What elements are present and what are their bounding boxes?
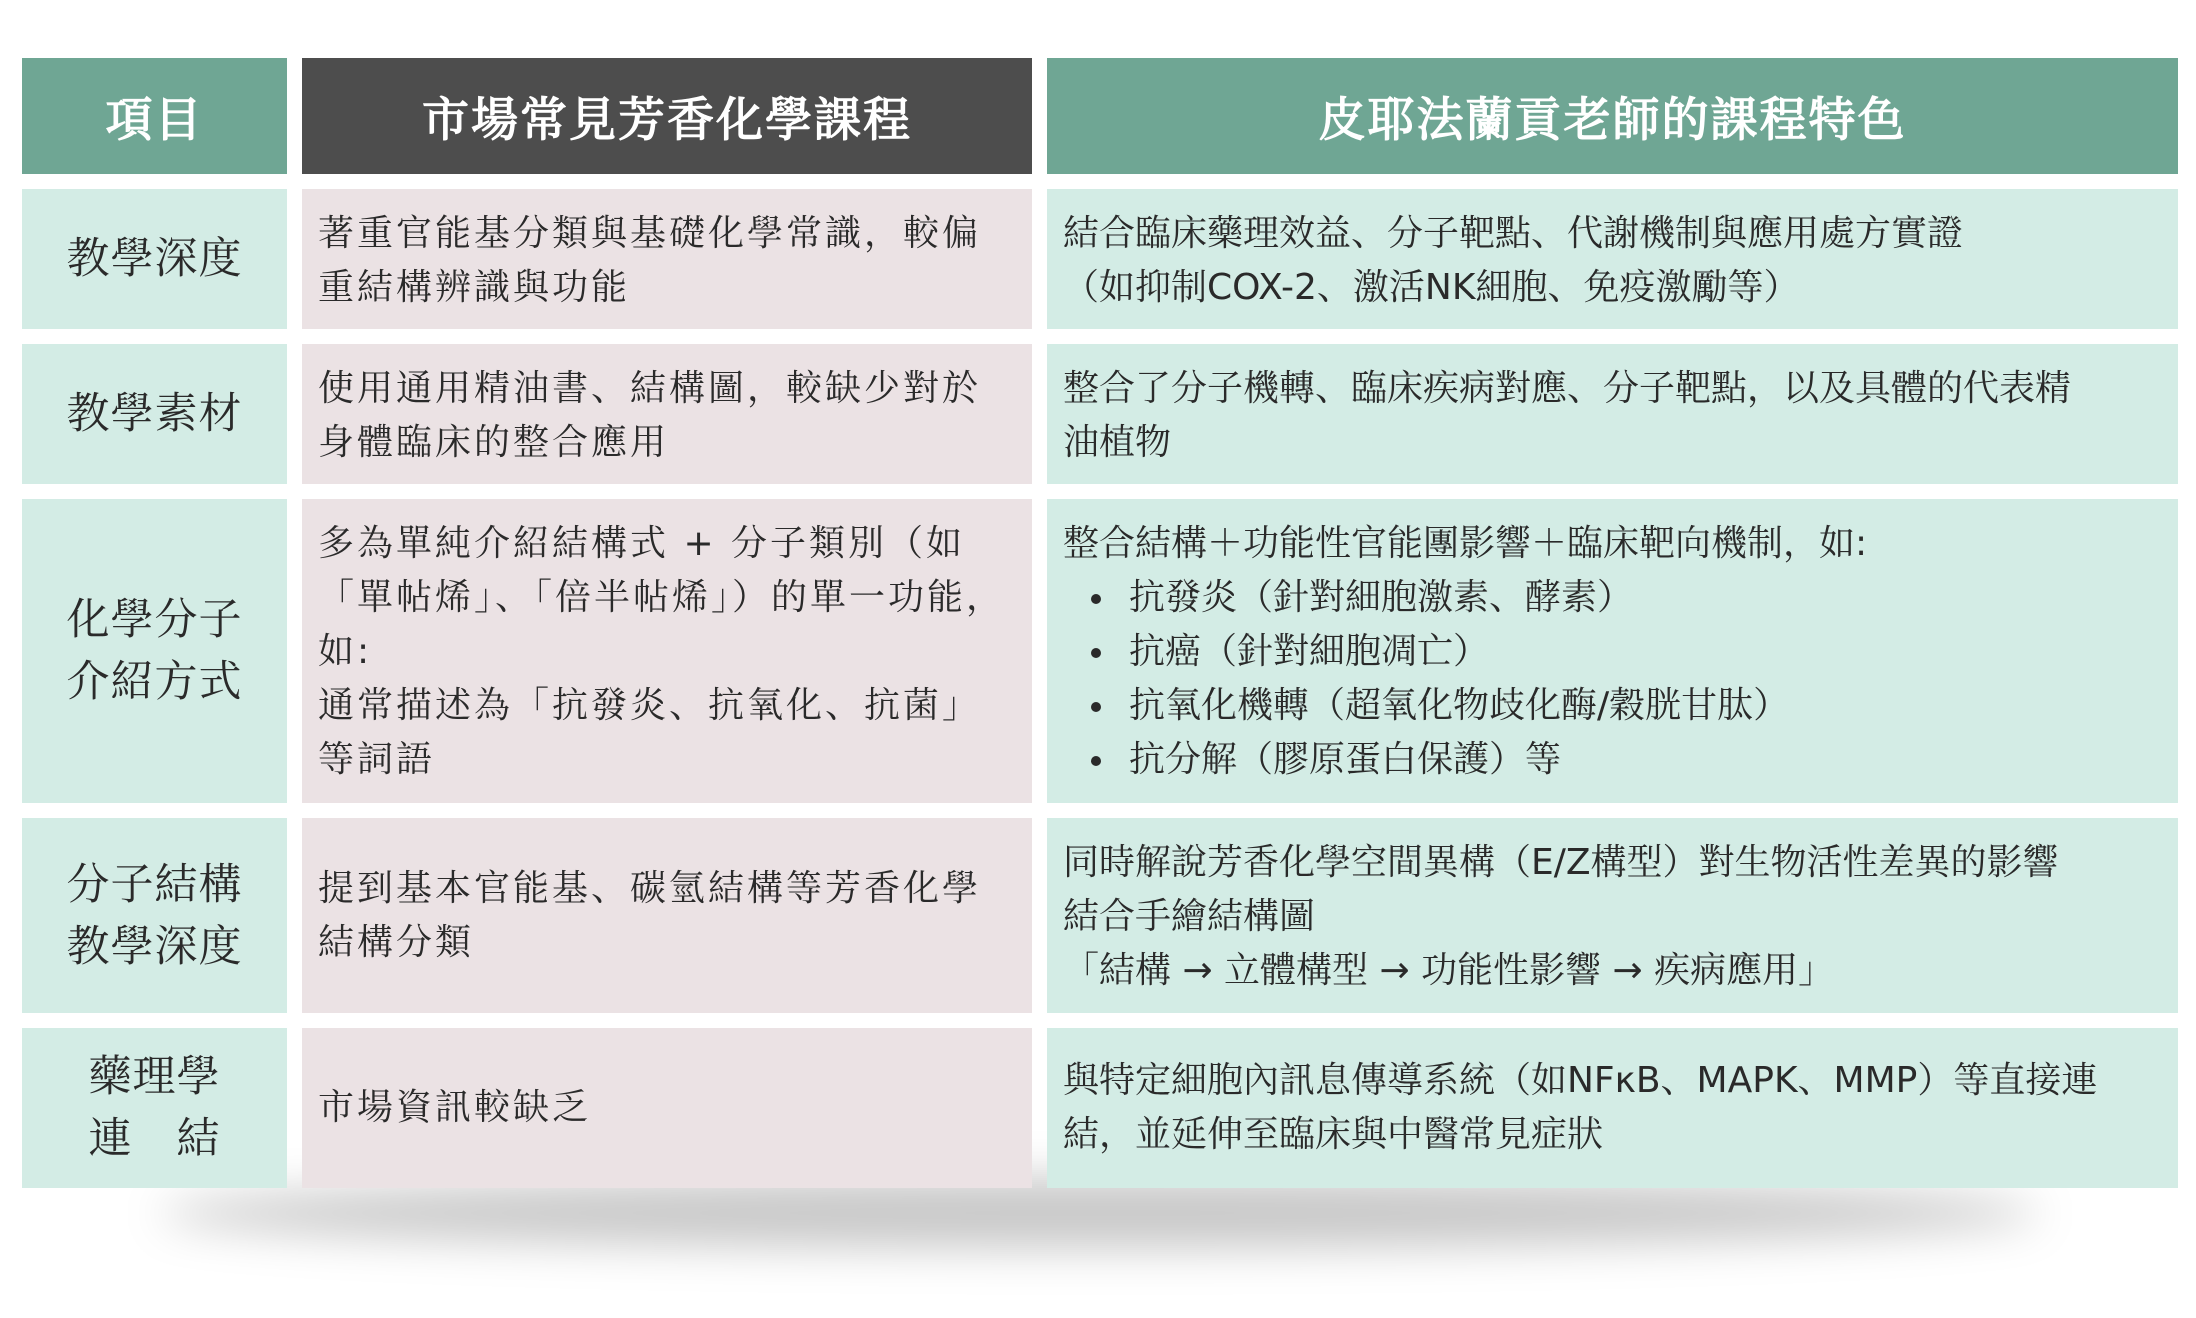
teacher-text-line: 整合了分子機轉、臨床疾病對應、分子靶點，以及具體的代表精 bbox=[1063, 368, 2072, 409]
market-text-line: 重結構辨識與功能 bbox=[318, 267, 631, 308]
bullet-item: 抗分解（膠原蛋白保護）等 bbox=[1063, 733, 2162, 787]
market-cell-teaching-materials bbox=[302, 344, 1032, 484]
teacher-cell-teaching-materials bbox=[1047, 344, 2178, 484]
table-shadow bbox=[160, 1178, 2040, 1248]
teacher-cell-pharmacology-link bbox=[1047, 1028, 2178, 1188]
market-text-line: 等詞語 bbox=[318, 739, 436, 780]
row-label-molecule-introduction bbox=[22, 499, 287, 803]
market-text-line: 市場資訊較缺乏 bbox=[318, 1087, 592, 1128]
bullet-item: 抗氧化機轉（超氧化物歧化酶/穀胱甘肽） bbox=[1063, 679, 2162, 733]
teacher-text-line: 同時解說芳香化學空間異構（E/Z構型）對生物活性差異的影響 bbox=[1063, 842, 2059, 883]
market-text-line: 提到基本官能基、碳氫結構等芳香化學 bbox=[318, 867, 982, 909]
teacher-cell-teaching-depth bbox=[1047, 189, 2178, 329]
market-text-line: 著重官能基分類與基礎化學常識，較偏 bbox=[318, 213, 982, 254]
header-item-text: 項目 bbox=[105, 92, 204, 148]
header-item bbox=[22, 58, 287, 174]
row-label-line: 介紹方式 bbox=[66, 657, 243, 707]
teacher-text-line: （如抑制COX-2、激活NK細胞、免疫激勵等） bbox=[1063, 267, 1800, 308]
market-cell-structure-depth bbox=[302, 818, 1032, 1013]
comparison-table bbox=[22, 58, 2178, 1188]
row-label-line: 化學分子 bbox=[66, 595, 243, 645]
teacher-text-line: 油植物 bbox=[1063, 422, 1172, 463]
row-label-line: 藥理學 bbox=[88, 1052, 221, 1102]
market-cell-molecule-introduction bbox=[302, 499, 1032, 803]
header-teacher-text: 皮耶法蘭貢老師的課程特色 bbox=[1318, 92, 1907, 148]
teacher-text-line: 「結構 → 立體構型 → 功能性影響 → 疾病應用」 bbox=[1063, 950, 1835, 991]
row-label-structure-depth bbox=[22, 818, 287, 1013]
header-market-text: 市場常見芳香化學課程 bbox=[422, 92, 912, 148]
teacher-text-line: 結，並延伸至臨床與中醫常見症狀 bbox=[1063, 1114, 1604, 1155]
bullet-item: 抗癌（針對細胞凋亡） bbox=[1063, 625, 2162, 679]
market-text-line: 如: bbox=[318, 631, 373, 672]
row-label-teaching-materials bbox=[22, 344, 287, 484]
row-label-line: 教學深度 bbox=[66, 921, 243, 972]
market-text-line: 使用通用精油書、結構圖，較缺少對於 bbox=[318, 368, 982, 409]
market-text-line: 多為單純介紹結構式 + 分子類別（如 bbox=[318, 523, 966, 564]
bullet-item: 抗發炎（針對細胞激素、酵素） bbox=[1063, 571, 2162, 625]
teacher-intro-line: 整合結構＋功能性官能團影響＋臨床靶向機制，如: bbox=[1063, 523, 1868, 564]
row-label-teaching-depth bbox=[22, 189, 287, 329]
teacher-text-line: 結合臨床藥理效益、分子靶點、代謝機制與應用處方實證 bbox=[1063, 213, 1964, 254]
row-label-line: 連 結 bbox=[88, 1114, 221, 1164]
row-label-line: 分子結構 bbox=[66, 859, 243, 910]
market-text-line: 通常描述為「抗發炎、抗氧化、抗菌」 bbox=[318, 685, 982, 726]
row-label-pharmacology-link bbox=[22, 1028, 287, 1188]
market-text-block bbox=[318, 862, 981, 970]
header-market-course bbox=[302, 58, 1032, 174]
market-text-line: 結構分類 bbox=[318, 921, 475, 963]
mechanism-bullet-list bbox=[1063, 571, 2162, 787]
teacher-cell-structure-depth bbox=[1047, 818, 2178, 1013]
teacher-text-line: 結合手繪結構圖 bbox=[1063, 896, 1316, 937]
teacher-cell-molecule-introduction bbox=[1047, 499, 2178, 803]
header-teacher-course bbox=[1047, 58, 2178, 174]
market-cell-teaching-depth bbox=[302, 189, 1032, 329]
row-label-line: 教學深度 bbox=[66, 234, 243, 284]
teacher-text-line: 與特定細胞內訊息傳導系統（如NFκB、MAPK、MMP）等直接連 bbox=[1063, 1060, 2098, 1101]
market-text-line: 身體臨床的整合應用 bbox=[318, 422, 670, 463]
row-label-line: 教學素材 bbox=[66, 389, 243, 439]
market-cell-pharmacology-link bbox=[302, 1028, 1032, 1188]
market-text-line: 「單帖烯」、「倍半帖烯」）的單一功能， bbox=[318, 577, 1006, 618]
